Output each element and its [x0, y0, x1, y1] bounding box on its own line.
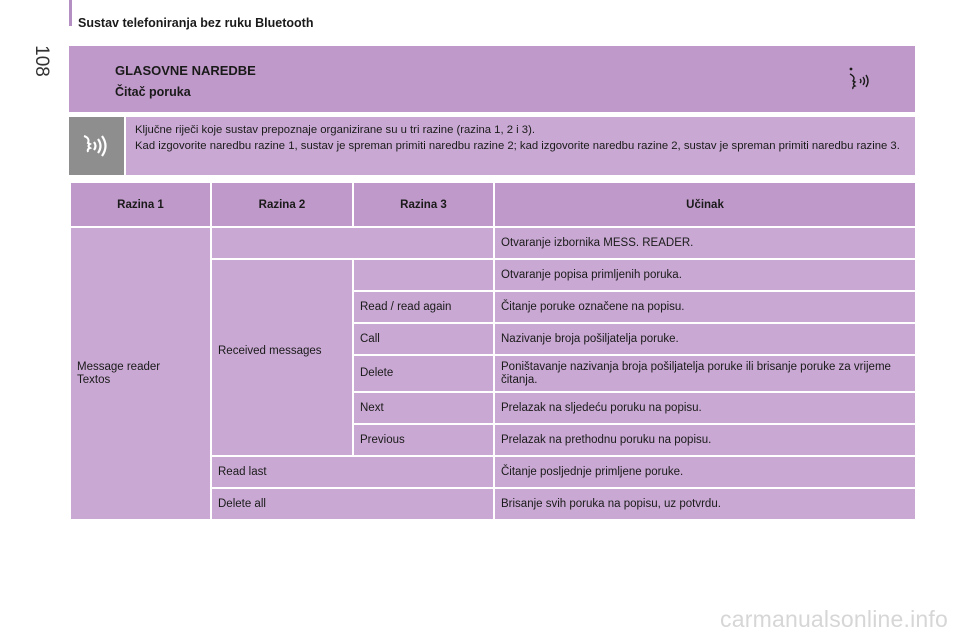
column-header: Učinak — [494, 182, 916, 227]
empty-cell — [211, 227, 494, 259]
section-accent-bar — [69, 0, 72, 26]
intro-line-2: Kad izgovorite naredbu razine 1, sustav je spreman primiti naredbu razine 2; kad izgovorite naredbu razine 2, sustav je spreman primiti naredbu razine 3. — [135, 139, 900, 152]
column-header: Razina 1 — [70, 182, 211, 227]
empty-cell — [353, 259, 494, 291]
level2-cell: Received messages — [211, 259, 353, 456]
watermark: carmanualsonline.info — [720, 606, 948, 632]
level3-cell: Previous — [353, 424, 494, 456]
level3-cell: Call — [353, 323, 494, 355]
effect-cell: Nazivanje broja pošiljatelja poruke. — [494, 323, 916, 355]
title-box-subtitle: Čitač poruka — [115, 85, 191, 99]
level2-cell: Read last — [211, 456, 494, 488]
table-header-row — [70, 182, 916, 227]
effect-cell: Čitanje posljednje primljene poruke. — [494, 456, 916, 488]
title-box-title: GLASOVNE NAREDBE — [115, 63, 256, 78]
column-header: Razina 3 — [353, 182, 494, 227]
voice-command-table — [69, 181, 917, 521]
voice-command-icon — [81, 133, 113, 159]
effect-cell: Čitanje poruke označene na popisu. — [494, 291, 916, 323]
column-header: Razina 2 — [211, 182, 353, 227]
level1-command: Message reader — [77, 360, 161, 373]
table-row — [70, 227, 916, 259]
page-number-text: 108 — [30, 45, 52, 77]
effect-cell: Prelazak na sljedeću poruku na popisu. — [494, 392, 916, 424]
level3-cell: Next — [353, 392, 494, 424]
effect-cell: Poništavanje nazivanja broja pošiljatelja poruke ili brisanje poruke za vrijeme čitanja. — [494, 355, 916, 392]
section-title: Sustav telefoniranja bez ruku Bluetooth — [78, 16, 314, 30]
intro-line-1: Ključne riječi koje sustav prepoznaje organizirane su u tri razine (razina 1, 2 i 3). — [135, 124, 535, 136]
effect-cell: Otvaranje izbornika MESS. READER. — [494, 227, 916, 259]
intro-text-box — [126, 117, 915, 175]
level1-cell — [70, 227, 211, 520]
effect-cell: Otvaranje popisa primljenih poruka. — [494, 259, 916, 291]
title-box — [69, 46, 915, 112]
level1-command: Textos — [77, 373, 111, 386]
intro-voice-icon-box — [69, 117, 124, 175]
level2-cell: Delete all — [211, 488, 494, 520]
voice-command-icon — [845, 65, 873, 93]
level3-cell: Delete — [353, 355, 494, 392]
effect-cell: Prelazak na prethodnu poruku na popisu. — [494, 424, 916, 456]
effect-cell: Brisanje svih poruka na popisu, uz potvrdu. — [494, 488, 916, 520]
level3-cell: Read / read again — [353, 291, 494, 323]
page-number — [24, 44, 58, 78]
